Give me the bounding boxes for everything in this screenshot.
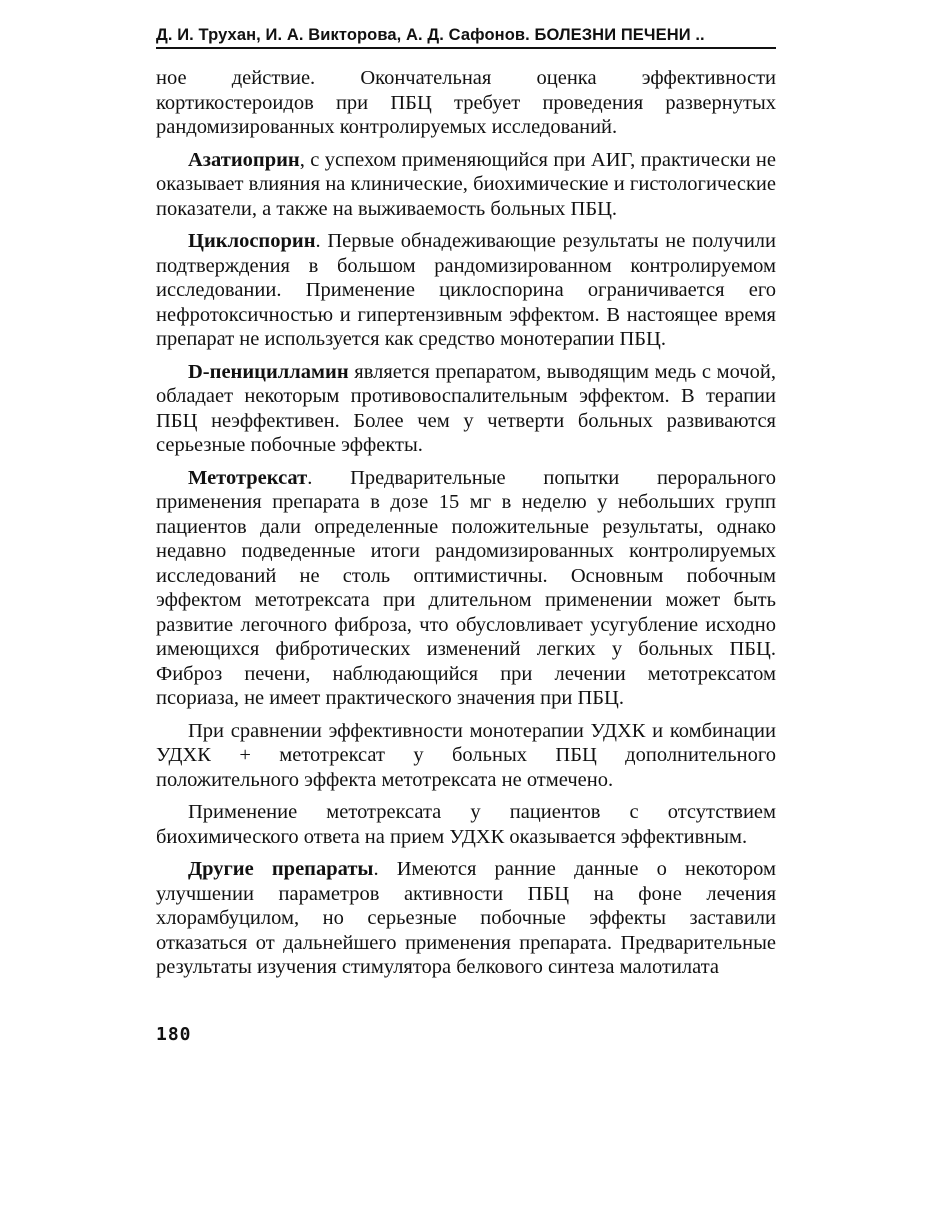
paragraph-cyclosporine	[156, 229, 776, 352]
paragraph-text: ное действие. Окончательная оценка эффективности кортикостероидов при ПБЦ требует проведения развернутых рандомизированных контролируемых исследований.	[156, 67, 776, 138]
paragraph-methotrexate	[156, 466, 776, 711]
drug-term: Метотрексат	[188, 466, 308, 489]
running-head: Д. И. Трухан, И. А. Викторова, А. Д. Сафонов. БОЛЕЗНИ ПЕЧЕНИ ..	[156, 26, 705, 44]
paragraph-text: При сравнении эффективности монотерапии УДХК и комбинации УДХК + метотрексат у больных ПБЦ дополнительного положительного эффекта метотрексата не отмечено.	[156, 719, 776, 791]
paragraph-text: , с успехом применяющийся при АИГ, практически не оказывает влияния на клинические, биохимические и гистологические показатели, а также на выживаемость больных ПБЦ.	[156, 148, 776, 220]
drug-term: Циклоспорин	[188, 230, 316, 252]
paragraph-udca-nonresponse	[156, 800, 776, 849]
paragraph-azathioprine	[156, 148, 776, 222]
paragraph-text: Применение метотрексата у пациентов с отсутствием биохимического ответа на прием УДХК оказывается эффективным.	[156, 801, 776, 848]
page-number: 180	[156, 1024, 192, 1045]
paragraph-corticosteroids	[156, 66, 776, 140]
drug-term: Другие препараты	[188, 858, 374, 880]
paragraph-text: является препаратом, выводящим медь с мочой, обладает некоторым противовоспалительным эффектом. В терапии ПБЦ неэффективен. Более чем у четверти больных развиваются серьезные побочные эффекты.	[156, 360, 776, 456]
body-text	[156, 66, 776, 988]
drug-term: D-пеницилламин	[188, 360, 349, 383]
paragraph-text: . Первые обнадеживающие результаты не получили подтверждения в большом рандомизированном контролируемом исследовании. Применение циклоспорина ограничивается его нефротоксичностью и гипертензивным эффектом. В настоящее время препарат не используется как средство монотерапии ПБЦ.	[156, 230, 776, 350]
paragraph-text: . Имеются ранние данные о некотором улучшении параметров активности ПБЦ на фоне лечения хлорамбуцилом, но серьезные побочные эффекты заставили отказаться от дальнейшего применения препарата. Предварительные результаты изучения стимулятора белкового синтеза малотилата	[156, 858, 776, 978]
paragraph-text: . Предварительные попытки перорального применения препарата в дозе 15 мг в неделю у небольших групп пациентов дали определенные положительные результаты, однако недавно подведенные итоги рандомизированных контролируемых исследований не столь оптимистичны. Основным побочным эффектом метотрексата при длительном применении может быть развитие легочного фиброза, что обусловливает усугубление исходно имеющихся фибротических изменений легких у больных ПБЦ. Фиброз печени, наблюдающийся при лечении метотрексатом псориаза, не имеет практического значения при ПБЦ.	[156, 466, 776, 709]
drug-term: Азатиоприн	[188, 148, 300, 171]
paragraph-udca-comparison	[156, 719, 776, 793]
paragraph-penicillamine	[156, 360, 776, 458]
header-rule	[156, 47, 776, 49]
paragraph-other-drugs	[156, 857, 776, 980]
